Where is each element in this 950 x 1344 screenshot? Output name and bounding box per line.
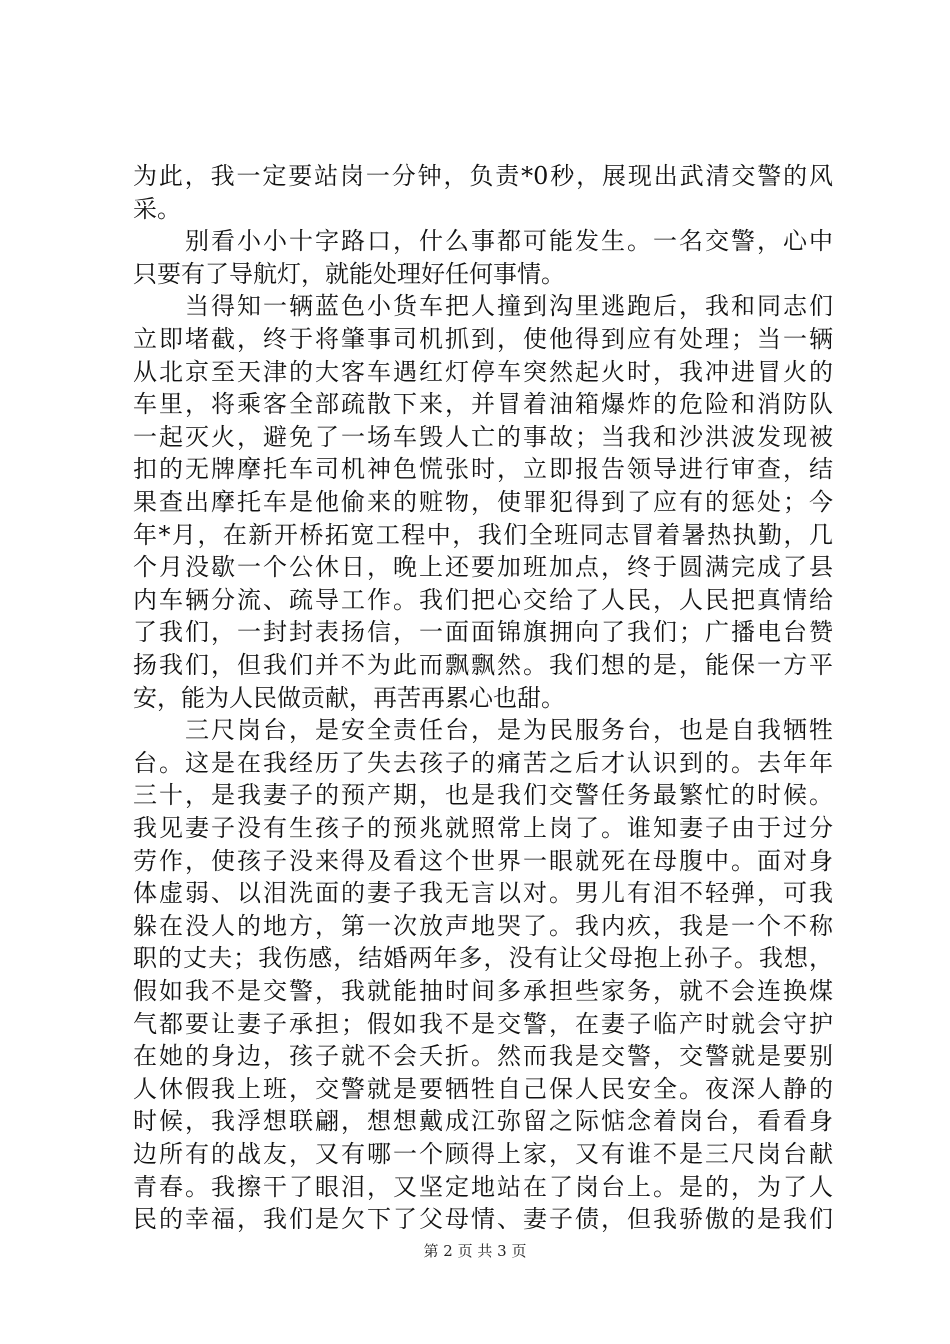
- text-line: 采。: [133, 194, 181, 223]
- text-line: 个月没歇一个公休日，晚上还要加班加点，终于圆满完成了县: [133, 553, 833, 582]
- text-line: 内车辆分流、疏导工作。我们把心交给了人民，人民把真情给: [133, 585, 833, 614]
- text-line: 了我们，一封封表扬信，一面面锦旗拥向了我们；广播电台赞: [133, 618, 833, 647]
- text-line: 一起灭火，避免了一场车毁人亡的事故；当我和沙洪波发现被: [133, 422, 833, 451]
- text-line: 台。这是在我经历了失去孩子的痛苦之后才认识到的。去年年: [133, 748, 833, 777]
- text-line: 劳作，使孩子没来得及看这个世界一眼就死在母腹中。面对身: [133, 846, 833, 875]
- text-line: 当得知一辆蓝色小货车把人撞到沟里逃跑后，我和同志们: [133, 292, 833, 321]
- text-line: 三尺岗台，是安全责任台，是为民服务台，也是自我牺牲: [133, 716, 833, 745]
- text-line: 躲在没人的地方，第一次放声地哭了。我内疚，我是一个不称: [133, 911, 833, 940]
- text-line: 人休假我上班，交警就是要牺牲自己保人民安全。夜深人静的: [133, 1074, 833, 1103]
- text-line: 职的丈夫；我伤感，结婚两年多，没有让父母抱上孙子。我想，: [133, 944, 833, 973]
- text-line: 边所有的战友，又有哪一个顾得上家，又有谁不是三尺岗台献: [133, 1140, 833, 1168]
- text-line: 为此，我一定要站岗一分钟，负责*0秒，展现出武清交警的风: [133, 162, 833, 190]
- text-line: 假如我不是交警，我就能抽时间多承担些家务，就不会连换煤: [133, 977, 833, 1005]
- text-line: 果查出摩托车是他偷来的赃物，使罪犯得到了应有的惩处；今: [133, 488, 833, 516]
- text-line: 我见妻子没有生孩子的预兆就照常上岗了。谁知妻子由于过分: [133, 814, 833, 842]
- text-line: 车里，将乘客全部疏散下来，并冒着油箱爆炸的危险和消防队: [133, 390, 833, 419]
- text-line: 气都要让妻子承担；假如我不是交警，在妻子临产时就会守护: [133, 1009, 833, 1038]
- text-line: 年*月，在新开桥拓宽工程中，我们全班同志冒着暑热执勤，几: [133, 520, 833, 549]
- text-line: 在她的身边，孩子就不会夭折。然而我是交警，交警就是要别: [133, 1042, 833, 1071]
- page-footer: 第 2 页 共 3 页: [423, 1242, 527, 1260]
- text-line: 只要有了导航灯，就能处理好任何事情。: [133, 259, 565, 288]
- text-line: 从北京至天津的大客车遇红灯停车突然起火时，我冲进冒火的: [133, 357, 833, 386]
- text-line: 扣的无牌摩托车司机神色慌张时，立即报告领导进行审查，结: [133, 455, 833, 484]
- text-line: 体虚弱、以泪洗面的妻子我无言以对。男儿有泪不轻弹，可我: [133, 879, 833, 908]
- text-line: 立即堵截，终于将肇事司机抓到，使他得到应有处理；当一辆: [133, 325, 833, 353]
- text-line: 民的幸福，我们是欠下了父母情、妻子债，但我骄傲的是我们: [133, 1205, 833, 1234]
- text-line: 时候，我浮想联翩，想想戴成江弥留之际惦念着岗台，看看身: [133, 1107, 833, 1136]
- text-line: 三十，是我妻子的预产期，也是我们交警任务最繁忙的时候。: [133, 781, 833, 810]
- text-line: 扬我们，但我们并不为此而飘飘然。我们想的是，能保一方平: [133, 651, 833, 679]
- text-line: 别看小小十字路口，什么事都可能发生。一名交警，心中: [133, 227, 833, 256]
- text-line: 青春。我擦干了眼泪，又坚定地站在了岗台上。是的，为了人: [133, 1172, 833, 1201]
- text-line: 安，能为人民做贡献，再苦再累心也甜。: [133, 683, 565, 712]
